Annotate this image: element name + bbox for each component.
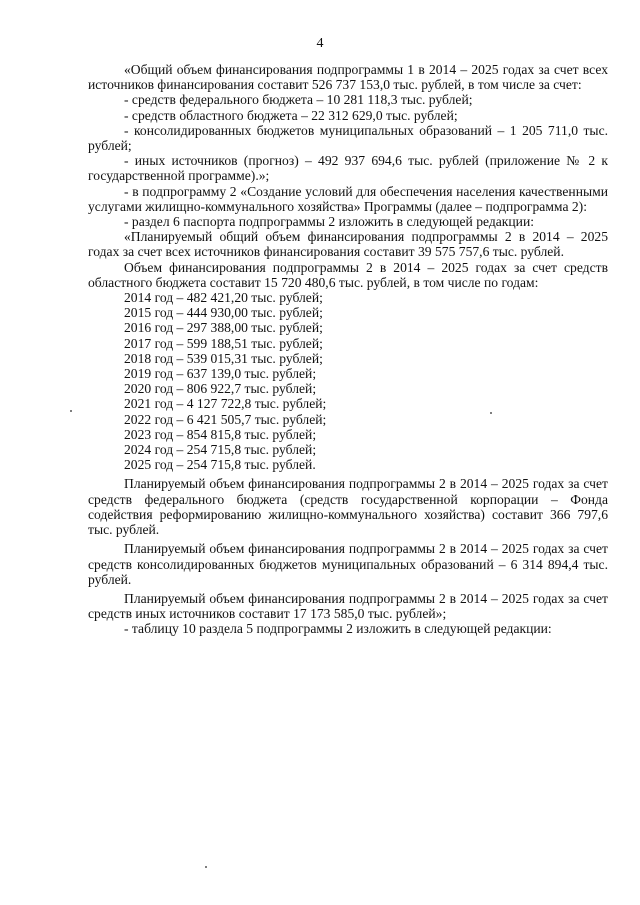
document-body (88, 62, 608, 637)
paragraph-federal-fund: Планируемый объем финансирования подпрограммы 2 в 2014 – 2025 годах за счет средств федерального бюджета (средств государственной корпорации – Фонда содействия реформированию жилищно-коммунального хозяйства) составит 366 797,6 тыс. рублей. (88, 476, 608, 538)
year-item: 2022 год – 6 421 505,7 тыс. рублей; (124, 411, 327, 427)
page-number: 4 (316, 36, 324, 51)
scan-speck (490, 412, 492, 414)
year-item: 2017 год – 599 188,51 тыс. рублей; (124, 335, 323, 351)
paragraph-subprogram1-total: «Общий объем финансирования подпрограммы 1 в 2014 – 2025 годах за счет всех источников финансирования составит 526 737 153,0 тыс. рублей, в том числе за счет: (88, 62, 608, 93)
paragraph-other-sources: - иных источников (прогноз) – 492 937 694,6 тыс. рублей (приложение № 2 к государственной программе).»; (88, 153, 608, 184)
year-item: 2021 год – 4 127 722,8 тыс. рублей; (124, 396, 327, 412)
paragraph-regional-by-years: Объем финансирования подпрограммы 2 в 2014 – 2025 годах за счет средств областного бюджета составит 15 720 480,6 тыс. рублей, в том числе по годам: (88, 259, 608, 290)
paragraph-subprogram2-total: «Планируемый общий объем финансирования подпрограммы 2 в 2014 – 2025 годах за счет всех источников финансирования составит 39 575 757,6 тыс. рублей. (88, 229, 608, 260)
year-item: 2024 год – 254 715,8 тыс. рублей; (124, 442, 317, 458)
year-item: 2015 год – 444 930,00 тыс. рублей; (124, 305, 323, 321)
paragraph-consolidated-municipal: Планируемый объем финансирования подпрограммы 2 в 2014 – 2025 годах за счет средств консолидированных бюджетов муниципальных образований – 6 314 894,4 тыс. рублей. (88, 541, 608, 587)
year-item: 2020 год – 806 922,7 тыс. рублей; (124, 381, 317, 397)
scan-speck (205, 866, 207, 868)
year-item: 2025 год – 254 715,8 тыс. рублей. (124, 457, 316, 473)
paragraph-other-sources-2: Планируемый объем финансирования подпрограммы 2 в 2014 – 2025 годах за счет средств иных источников составит 17 173 585,0 тыс. рублей»; (88, 590, 608, 622)
year-item: 2018 год – 539 015,31 тыс. рублей; (124, 350, 323, 366)
paragraph-municipal-budgets: - консолидированных бюджетов муниципальных образований – 1 205 711,0 тыс. рублей; (88, 122, 608, 154)
year-list (88, 290, 608, 472)
paragraph-section6-instruction: - раздел 6 паспорта подпрограммы 2 изложить в следующей редакции: (124, 214, 535, 230)
paragraph-table10-instruction: - таблицу 10 раздела 5 подпрограммы 2 изложить в следующей редакции: (124, 621, 552, 637)
paragraph-regional-budget: - средств областного бюджета – 22 312 629,0 тыс. рублей; (124, 107, 458, 123)
year-item: 2016 год – 297 388,00 тыс. рублей; (124, 320, 323, 336)
year-item: 2019 год – 637 139,0 тыс. рублей; (124, 366, 317, 382)
paragraph-subprogram2-intro: - в подпрограмму 2 «Создание условий для обеспечения населения качественными услугами жилищно-коммунального хозяйства» Программы (далее – подпрограмма 2): (88, 183, 608, 214)
year-item: 2023 год – 854 815,8 тыс. рублей; (124, 426, 317, 442)
year-item: 2014 год – 482 421,20 тыс. рублей; (124, 290, 323, 306)
scan-speck (70, 410, 72, 412)
paragraph-federal-budget: - средств федерального бюджета – 10 281 118,3 тыс. рублей; (124, 92, 473, 108)
